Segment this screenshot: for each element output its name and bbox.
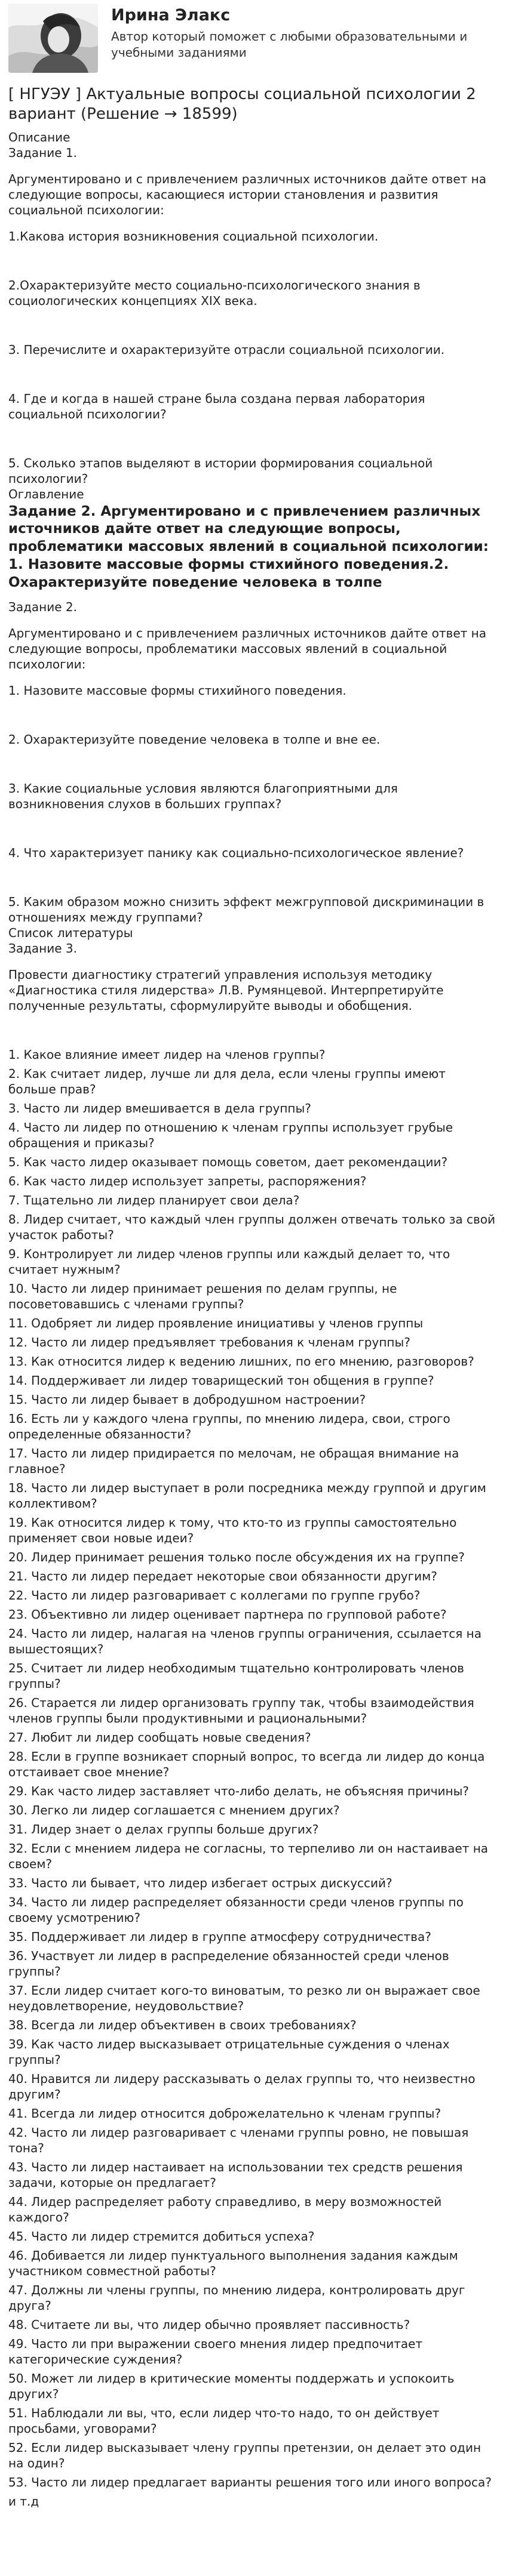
questionnaire-item: 15. Часто ли лидер бывает в добродушном настроении? — [8, 1392, 366, 1407]
questionnaire-item: 22. Часто ли лидер разговаривает с коллегами по группе грубо? — [8, 1588, 421, 1603]
questionnaire-item: 30. Легко ли лидер соглашается с мнением других? — [8, 1802, 340, 1817]
questionnaire-item: 36. Участвует ли лидер в распределение обязанностей среди членов группы? — [8, 1948, 449, 1979]
questionnaire-item: 47. Должны ли члены группы, по мнению лидера, контролировать друг друга? — [8, 2282, 465, 2313]
questionnaire-item: 46. Добивается ли лидер пунктуального выполнения задания каждым участником совместной работы? — [8, 2248, 458, 2278]
task2-intro: Аргументировано и с привлечением различных источников дайте ответ на следующие вопросы, проблематики массовых явлений в социальной психологии: — [8, 625, 486, 671]
task3-label: Задание 3. — [8, 941, 77, 956]
author-info — [111, 4, 496, 61]
questionnaire-item: 18. Часто ли лидер выступает в роли посредника между группой и другим коллективом? — [8, 1480, 486, 1511]
author-header — [8, 0, 496, 78]
questionnaire-item: 48. Считаете ли вы, что лидер обычно проявляет пассивность? — [8, 2317, 410, 2332]
questionnaire-item: 49. Часто ли при выражении своего мнения лидер предпочитает категорические суждения? — [8, 2336, 423, 2367]
task1-label: Задание 1. — [8, 145, 77, 160]
task1-question: 1.Какова история возникновения социальной психологии. — [8, 229, 379, 244]
questionnaire-item: 41. Всегда ли лидер относится доброжелательно к членам группы? — [8, 2106, 441, 2121]
questionnaire-item: 8. Лидер считает, что каждый член группы должен отвечать только за свой участок работы? — [8, 1212, 495, 1242]
questionnaire-item: 2. Как считает лидер, лучше ли для дела, если члены группы имеют больше прав? — [8, 1066, 446, 1096]
questionnaire-item: 38. Всегда ли лидер объективен в своих требованиях? — [8, 2017, 357, 2032]
questionnaire-item: 52. Если лидер высказывает члену группы претензии, он делает это один на один? — [8, 2440, 482, 2470]
questionnaire-item: 1. Какое влияние имеет лидер на членов группы? — [8, 1047, 326, 1062]
questionnaire-item: 51. Наблюдали ли вы, что, если лидер что-то надо, то он действует просьбами, уговорами? — [8, 2405, 440, 2436]
questionnaire-item: 25. Считает ли лидер необходимым тщательно контролировать членов группы? — [8, 1660, 464, 1691]
questionnaire-item: 23. Объективно ли лидер оценивает партнера по групповой работе? — [8, 1607, 447, 1622]
questionnaire-item: 32. Если с мнением лидера не согласны, то терпеливо ли он настаивает на своем? — [8, 1841, 489, 1871]
questionnaire-item: 13. Как относится лидер к ведению лишних, по его мнению, разговоров? — [8, 1354, 474, 1369]
task1-intro: Аргументировано и с привлечением различных источников дайте ответ на следующие вопросы, касающиеся истории становления и развития социальной психологии: — [8, 171, 486, 217]
author-description: Автор который поможет с любыми образовательными и учебными заданиями — [111, 29, 468, 60]
description-label: Описание — [8, 130, 70, 144]
questionnaire-item: 33. Часто ли бывает, что лидер избегает острых дискуссий? — [8, 1875, 392, 1890]
questionnaire-item: 7. Тщательно ли лидер планирует свои дела? — [8, 1193, 300, 1207]
questionnaire-item: 6. Как часто лидер использует запреты, распоряжения? — [8, 1173, 367, 1188]
questionnaire-item: 40. Нравится ли лидеру рассказывать о делах группы то, что неизвестно другим? — [8, 2071, 476, 2102]
task2-question: 1. Назовите массовые формы стихийного поведения. — [8, 683, 346, 698]
task2-label: Задание 2. — [8, 599, 77, 614]
toc-bold-heading: Задание 2. Аргументировано и с привлечением различных источников дайте ответ на следующие вопросы, проблематики массовых явлений в социальной психологии: 1. Назовите массовые формы стихийного поведения.2. Охарактеризуйте поведение человека в толпе — [8, 503, 489, 591]
toc-label: Оглавление — [8, 486, 84, 501]
questionnaire-item: 3. Часто ли лидер вмешивается в дела группы? — [8, 1101, 311, 1116]
author-avatar[interactable] — [8, 4, 98, 73]
questionnaire-item: 14. Поддерживает ли лидер товарищеский тон общения в группе? — [8, 1373, 434, 1388]
questionnaire-item: 20. Лидер принимает решения только после обсуждения их на группе? — [8, 1549, 465, 1564]
questionnaire-item: 10. Часто ли лидер принимает решения по делам группы, не посоветовавшись с членами группы? — [8, 1281, 397, 1311]
questionnaire-item: 27. Любит ли лидер сообщать новые сведения? — [8, 1730, 311, 1745]
questionnaire-item: 11. Одобряет ли лидер проявление инициативы у членов группы — [8, 1315, 424, 1330]
questionnaire-item: 50. Может ли лидер в критические моменты поддержать и успокоить других? — [8, 2371, 455, 2401]
task3-intro: Провести диагностику стратегий управления используя методику «Диагностика стиля лидерства» Л.В. Румянцевой. Интерпретируйте полученные результаты, сформулируйте выводы и обобщения. — [8, 967, 444, 1013]
task2-question: 2. Охарактеризуйте поведение человека в толпе и вне ее. — [8, 732, 381, 747]
literature-label: Список литературы — [8, 925, 133, 940]
task1-question: 2.Охарактеризуйте место социально-психологического знания в социологических концепциях XIX века. — [8, 278, 421, 308]
questionnaire-item: 16. Есть ли у каждого члена группы, по мнению лидера, свои, строго определенные обязанности? — [8, 1411, 450, 1441]
questionnaire-item: 26. Старается ли лидер организовать группу так, чтобы взаимодействия членов группы были продуктивными и рациональными? — [8, 1695, 474, 1725]
questionnaire-item: 31. Лидер знает о делах группы больше других? — [8, 1822, 319, 1837]
ending-text: и т.д — [8, 2494, 39, 2509]
avatar-icon — [8, 4, 98, 73]
author-name[interactable]: Ирина Элакс — [111, 6, 231, 24]
questionnaire-item: 5. Как часто лидер оказывает помощь советом, дает рекомендации? — [8, 1154, 448, 1169]
questionnaire-item: 39. Как часто лидер высказывает отрицательные суждения о членах группы? — [8, 2036, 450, 2067]
questionnaire-item: 17. Часто ли лидер придирается по мелочам, не обращая внимание на главное? — [8, 1446, 459, 1476]
questionnaire-item: 12. Часто ли лидер предъявляет требования к членам группы? — [8, 1335, 410, 1349]
questionnaire-item: 29. Как часто лидер заставляет что-либо делать, не объясняя причины? — [8, 1783, 470, 1798]
questionnaire-item: 35. Поддерживает ли лидер в группе атмосферу сотрудничества? — [8, 1929, 431, 1944]
questionnaire-item: 21. Часто ли лидер передает некоторые свои обязанности другим? — [8, 1569, 437, 1583]
questionnaire-item: 4. Часто ли лидер по отношению к членам группы использует грубые обращения и приказы? — [8, 1120, 453, 1150]
task2-question: 3. Какие социальные условия являются благоприятными для возникновения слухов в больших группах? — [8, 781, 398, 811]
task1-question: 5. Сколько этапов выделяют в истории формирования социальной психологии? — [8, 455, 433, 486]
questionnaire-item: 45. Часто ли лидер стремится добиться успеха? — [8, 2229, 315, 2244]
questionnaire-item: 24. Часто ли лидер, налагая на членов группы ограничения, ссылается на вышестоящих? — [8, 1626, 482, 1656]
questionnaire-item: 9. Контролирует ли лидер членов группы или каждый делает то, что считает нужным? — [8, 1246, 450, 1277]
task3-list — [8, 1047, 496, 2490]
questionnaire-item: 43. Часто ли лидер настаивает на использовании тех средств решения задачи, которые он предлагает? — [8, 2159, 463, 2190]
task2-question: 4. Что характеризует панику как социально-психологическое явление? — [8, 845, 464, 860]
questionnaire-item: 37. Если лидер считает кого-то виноватым, то резко ли он выражает свое неудовлетворение, неудовольствие? — [8, 1983, 480, 2013]
questionnaire-item: 44. Лидер распределяет работу справедливо, в меру возможностей каждого? — [8, 2194, 442, 2224]
questionnaire-item: 53. Часто ли лидер предлагает варианты решения того или иного вопроса? — [8, 2475, 492, 2489]
questionnaire-item: 28. Если в группе возникает спорный вопрос, то всегда ли лидер до конца отстаивает свое мнение? — [8, 1749, 485, 1779]
task1-question: 3. Перечислите и охарактеризуйте отрасли социальной психологии. — [8, 342, 445, 357]
task2-question: 5. Каким образом можно снизить эффект межгрупповой дискриминации в отношениях между группами? — [8, 894, 484, 925]
page-title: [ НГУЭУ ] Актуальные вопросы социальной психологии 2 вариант (Решение → 18599) — [8, 85, 476, 124]
questionnaire-item: 34. Часто ли лидер распределяет обязанности среди членов группы по своему усмотрению? — [8, 1894, 464, 1925]
task1-question: 4. Где и когда в нашей стране была создана первая лаборатория социальной психологии? — [8, 391, 425, 421]
questionnaire-item: 19. Как относится лидер к тому, что кто-то из группы самостоятельно применяет свои новые идеи? — [8, 1515, 457, 1545]
questionnaire-item: 42. Часто ли лидер разговаривает с членами группы ровно, не повышая тона? — [8, 2125, 469, 2155]
